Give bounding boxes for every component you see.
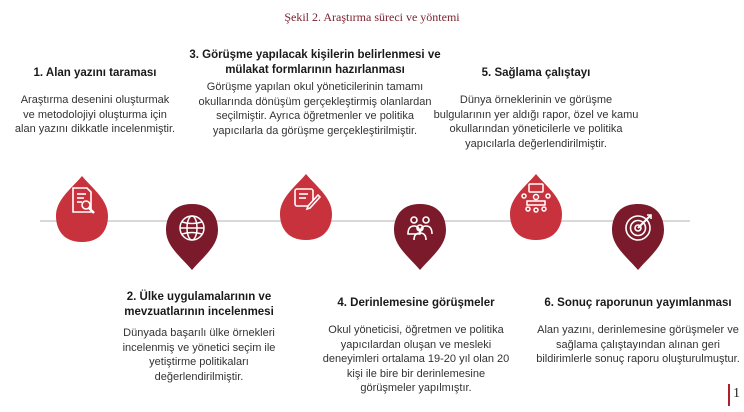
step-2-title: 2. Ülke uygulamalarının ve mevzuatlarının incelenmesi bbox=[124, 291, 274, 318]
step-1-pin bbox=[56, 176, 108, 242]
step-4-desc: Okul yöneticisi, öğretmen ve politika yapıcılardan oluşan ve mesleki deneyimleri ortalama 19-20 yıl olan 20 kişi ile bire bir derinlemesine görüşmeler yapılmıştır. bbox=[322, 324, 510, 394]
step-5-desc: Dünya örneklerinin ve görüşme bulgularının yer aldığı rapor, özel ve kamu okullarından yöneticilerle ve politika yapıcılarla değerlendirilmiştir. bbox=[433, 94, 639, 150]
step-2-desc: Dünyada başarılı ülke örnekleri incelenmiş ve yönetici seçim ile yetiştirme politikaları değerlendirilmiştir. bbox=[122, 327, 276, 383]
figure-caption: Şekil 2. Araştırma süreci ve yöntemi bbox=[284, 10, 460, 24]
step-4-title: 4. Derinlemesine görüşmeler bbox=[337, 297, 495, 309]
step-4-pin bbox=[394, 204, 446, 270]
step-1-title: 1. Alan yazını taraması bbox=[33, 67, 157, 79]
step-2-pin bbox=[166, 204, 218, 270]
step-6-pin bbox=[612, 204, 664, 270]
step-6-desc: Alan yazını, derinlemesine görüşmeler ve sağlama çalıştayından alınan geri bildirimlerle sonuç raporu oluşturulmuştur. bbox=[536, 324, 740, 365]
step-3-title: 3. Görüşme yapılacak kişilerin belirlenmesi ve mülakat formlarının hazırlanması bbox=[189, 49, 441, 76]
step-3-desc: Görüşme yapılan okul yöneticilerinin tamamı okullarında dönüşüm gerçekleştirmiş olanlardan seçilmiştir. Ayrıca öğretmenler ve politika yapıcılarla da görüşme gerçekleştirilmiştir. bbox=[198, 81, 432, 137]
page-number: 1 bbox=[733, 386, 740, 401]
step-3-pin bbox=[280, 174, 332, 240]
step-6-title: 6. Sonuç raporunun yayımlanması bbox=[544, 297, 732, 309]
step-1-desc: Araştırma desenini oluşturmak ve metodolojiyi oluşturma için alan yazını dikkatle incelenmiştir. bbox=[14, 94, 176, 135]
page-marker-bar bbox=[728, 384, 730, 406]
step-5-title: 5. Sağlama çalıştayı bbox=[481, 67, 591, 79]
